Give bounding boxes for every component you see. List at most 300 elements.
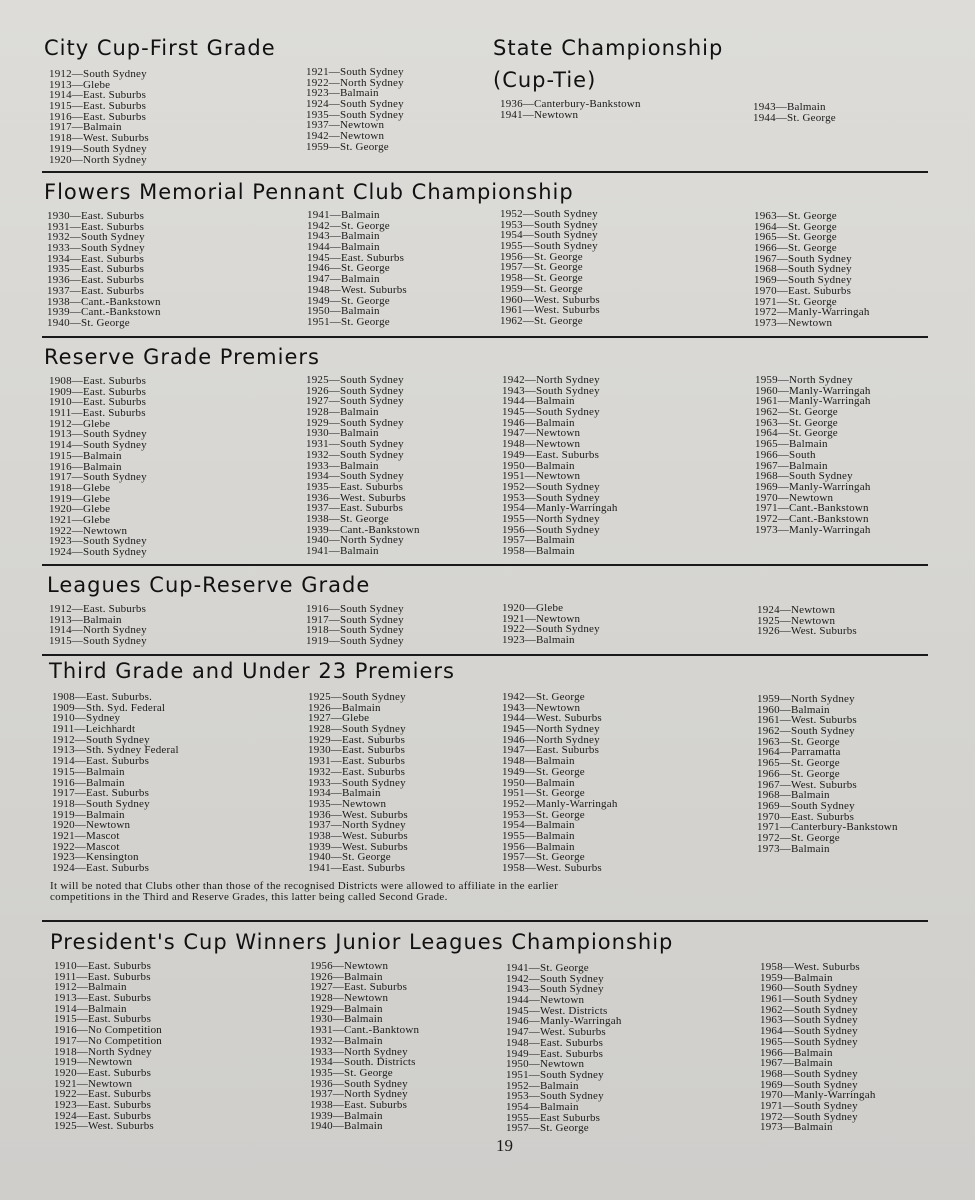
result-entry: 1919—South Sydney [306,635,404,648]
result-entry: 1946—Balmain [502,416,575,429]
result-entry: 1965—St. George [757,757,840,770]
result-entry: 1945—East. Suburbs [307,251,405,264]
state-champ-col-1 [500,99,641,120]
result-entry: 1957—Balmain [502,534,575,547]
result-entry: 1948—Newtown [502,438,581,451]
result-entry: 1912—East. Suburbs [49,603,147,615]
result-entry: 1956—South Sydney [502,523,600,536]
result-entry: 1942—Newtown [306,130,385,143]
result-entry: 1945—North Sydney [502,723,600,736]
presidents-cup-col-2 [310,961,419,1132]
result-entry: 1916—Balmain [52,776,125,789]
result-entry: 1932—South Sydney [306,448,404,461]
result-entry: 1910—East. Suburbs [54,960,152,972]
result-entry: 1945—South Sydney [502,406,600,419]
result-entry: 1926—Balmain [308,701,381,714]
reserve-col-4 [755,375,871,535]
result-entry: 1963—St. George [755,416,838,429]
result-entry: 1931—South Sydney [306,438,404,451]
result-entry: 1956—St. George [500,250,583,263]
section-divider [42,564,928,566]
third-grade-heading: Third Grade and Under 23 Premiers [49,659,455,683]
result-entry: 1928—South Sydney [308,723,406,736]
result-entry: 1912—Balmain [54,981,127,994]
result-entry: 1962—South Sydney [760,1003,858,1016]
result-entry: 1920—Glebe [49,503,111,516]
result-entry: 1913—South Sydney [49,428,147,441]
result-entry: 1911—Leichhardt [52,723,136,736]
result-entry: 1935—St. George [310,1066,393,1079]
result-entry: 1927—South Sydney [306,395,404,408]
result-entry: 1925—Newtown [757,614,836,627]
result-entry: 1929—South Sydney [306,416,404,429]
result-entry: 1927—East. Suburbs [310,981,408,994]
result-entry: 1935—East. Suburbs [306,480,404,493]
result-entry: 1936—West. Suburbs [306,491,406,504]
result-entry: 1931—East. Suburbs [308,755,406,768]
presidents-cup-col-3 [506,963,622,1134]
result-entry: 1942—North Sydney [502,374,600,386]
result-entry: 1959—Balmain [760,971,833,984]
result-entry: 1958—West. Suburbs [760,961,860,973]
leagues-cup-col-1 [49,604,147,647]
result-entry: 1949—East. Suburbs [502,448,600,461]
result-entry: 1925—South Sydney [308,691,406,703]
result-entry: 1923—Balmain [502,634,575,647]
result-entry: 1944—West. Suburbs [502,712,602,725]
result-entry: 1922—South Sydney [502,623,600,636]
result-entry: 1962—South Sydney [757,725,855,738]
result-entry: 1932—East. Suburbs [308,765,406,778]
result-entry: 1961—Manly-Warringah [755,395,871,408]
result-entry: 1914—East. Suburbs [49,89,147,102]
result-entry: 1919—Glebe [49,492,111,505]
result-entry: 1943—South Sydney [506,983,604,996]
result-entry: 1933—North Sydney [310,1045,408,1058]
result-entry: 1940—North Sydney [306,534,404,547]
result-entry: 1953—South Sydney [502,491,600,504]
result-entry: 1959—North Sydney [757,693,855,705]
flowers-col-1 [47,211,161,329]
presidents-cup-col-1 [54,961,162,1132]
result-entry: 1964—St. George [755,427,838,440]
result-entry: 1937—East. Suburbs [306,502,404,515]
result-entry: 1936—South Sydney [310,1077,408,1090]
result-entry: 1962—St. George [500,314,583,327]
result-entry: 1973—Balmain [757,842,830,855]
result-entry: 1923—Balmain [306,87,379,100]
result-entry: 1930—Balmain [306,427,379,440]
result-entry: 1964—South Sydney [760,1025,858,1038]
result-entry: 1970—Manly-Warringah [760,1089,876,1102]
result-entry: 1919—Balmain [52,808,125,821]
result-entry: 1934—Balmain [308,787,381,800]
result-entry: 1966—Balmain [760,1046,833,1059]
third-grade-col-3 [502,692,618,874]
result-entry: 1939—Cant.-Bankstown [47,306,161,319]
result-entry: 1956—Balmain [502,840,575,853]
result-entry: 1952—South Sydney [500,208,598,220]
result-entry: 1917—No Competition [54,1034,162,1047]
result-entry: 1953—South Sydney [500,218,598,231]
result-entry: 1943—South Sydney [502,384,600,397]
result-entry: 1966—St. George [754,242,837,255]
result-entry: 1961—West. Suburbs [500,304,600,317]
reserve-col-1 [49,376,147,558]
result-entry: 1909—East. Suburbs [49,385,147,398]
result-entry: 1969—South Sydney [757,799,855,812]
result-entry: 1948—West. Suburbs [307,283,407,296]
result-entry: 1913—Sth. Sydney Federal [52,744,179,757]
result-entry: 1911—East. Suburbs [49,407,146,420]
third-grade-col-2 [308,692,408,874]
result-entry: 1944—Balmain [307,241,380,254]
result-entry: 1951—St. George [502,787,585,800]
result-entry: 1917—South Sydney [306,613,404,626]
result-entry: 1941—Balmain [307,209,380,221]
result-entry: 1940—Balmain [310,1120,383,1133]
result-entry: 1934—South. Districts [310,1056,416,1069]
result-entry: 1924—South Sydney [306,98,404,111]
result-entry: 1968—South Sydney [755,470,853,483]
result-entry: 1941—East. Suburbs [308,862,406,874]
result-entry: 1962—St. George [755,406,838,419]
result-entry: 1942—St. George [307,219,390,232]
presidents-cup-col-4 [760,962,876,1133]
result-entry: 1952—South Sydney [502,480,600,493]
result-entry: 1969—South Sydney [754,274,852,287]
result-entry: 1936—West. Suburbs [308,808,408,821]
result-entry: 1967—South Sydney [754,252,852,265]
flowers-col-2 [307,210,407,328]
result-entry: 1918—South Sydney [306,624,404,637]
result-entry: 1933—Balmain [306,459,379,472]
city-cup-col-1 [49,69,149,165]
section-divider [42,920,928,922]
result-entry: 1910—East. Suburbs [49,396,147,409]
result-entry: 1940—St. George [308,851,391,864]
result-entry: 1932—Balmain [310,1034,383,1047]
result-entry: 1955—Balmain [502,829,575,842]
result-entry: 1959—St. George [306,140,389,153]
result-entry: 1967—Balmain [760,1057,833,1070]
result-entry: 1923—Kensington [52,851,139,864]
result-entry: 1937—East. Suburbs [47,284,145,297]
result-entry: 1926—Balmain [310,970,383,983]
result-entry: 1955—North Sydney [502,512,600,525]
result-entry: 1958—Balmain [502,545,575,557]
result-entry: 1928—Newtown [310,992,389,1005]
result-entry: 1937—Newtown [306,119,385,132]
result-entry: 1955—East Suburbs [506,1111,601,1124]
result-entry: 1957—St. George [502,851,585,864]
result-entry: 1944—Balmain [502,395,575,408]
result-entry: 1926—South Sydney [306,384,404,397]
result-entry: 1920—East. Suburbs [54,1066,152,1079]
result-entry: 1936—East. Suburbs [47,274,145,287]
third-grade-note: It will be noted that Clubs other than those of the recognised Districts were allowed to affiliate in the earlier competitions in the Third and Reserve Grades, this latter being called Second Grade. [50,880,559,903]
result-entry: 1968—South Sydney [760,1067,858,1080]
state-championship-heading: State Championship [493,36,724,60]
result-entry: 1960—Manly-Warringah [755,384,871,397]
result-entry: 1917—East. Suburbs [52,787,150,800]
leagues-cup-col-2 [306,604,404,647]
result-entry: 1915—East. Suburbs [49,100,147,113]
result-entry: 1930—Balmain [310,1013,383,1026]
result-entry: 1912—South Sydney [49,68,147,80]
result-entry: 1913—East. Suburbs [54,992,152,1005]
result-entry: 1935—East. Suburbs [47,263,145,276]
result-entry: 1951—Newtown [502,470,581,483]
result-entry: 1964—Parramatta [757,746,841,759]
result-entry: 1958—St. George [500,272,583,285]
result-entry: 1964—St. George [754,220,837,233]
result-entry: 1916—Balmain [49,460,122,473]
result-entry: 1912—Glebe [49,417,111,430]
result-entry: 1971—Cant.-Bankstown [755,502,869,515]
result-entry: 1915—Balmain [52,765,125,778]
result-entry: 1938—St. George [306,512,389,525]
result-entry: 1914—East. Suburbs [52,755,150,768]
result-entry: 1954—Balmain [502,819,575,832]
result-entry: 1970—East. Suburbs [757,810,855,823]
result-entry: 1923—East. Suburbs [54,1098,152,1111]
city-cup-col-2 [306,67,404,153]
result-entry: 1942—South Sydney [506,972,604,985]
result-entry: 1912—South Sydney [52,733,150,746]
result-entry: 1959—North Sydney [755,374,853,386]
result-entry: 1958—West. Suburbs [502,862,602,874]
result-entry: 1956—Newtown [310,960,389,972]
result-entry: 1921—South Sydney [306,66,404,78]
result-entry: 1944—St. George [753,111,836,124]
result-entry: 1934—East. Suburbs [47,252,145,265]
result-entry: 1934—South Sydney [306,470,404,483]
result-entry: 1917—South Sydney [49,471,147,484]
result-entry: 1949—East. Suburbs [506,1047,604,1060]
result-entry: 1926—West. Suburbs [757,625,857,638]
result-entry: 1941—Balmain [306,545,379,557]
result-entry: 1915—Balmain [49,449,122,462]
result-entry: 1966—South [755,448,816,461]
result-entry: 1967—West. Suburbs [757,778,857,791]
presidents-cup-heading: President's Cup Winners Junior Leagues Championship [50,930,674,954]
result-entry: 1955—South Sydney [500,240,598,253]
result-entry: 1946—Manly-Warringah [506,1015,622,1028]
result-entry: 1950—Newtown [506,1058,585,1071]
result-entry: 1932—South Sydney [47,231,145,244]
result-entry: 1970—Newtown [755,491,834,504]
result-entry: 1970—East. Suburbs [754,284,852,297]
result-entry: 1922—Newtown [49,524,128,537]
result-entry: 1952—Manly-Warringah [502,797,618,810]
result-entry: 1913—Balmain [49,613,122,626]
result-entry: 1972—St. George [757,831,840,844]
result-entry: 1945—West. Districts [506,1004,608,1017]
result-entry: 1953—St. George [502,808,585,821]
result-entry: 1920—North Sydney [49,153,147,166]
result-entry: 1915—South Sydney [49,635,147,648]
result-entry: 1949—St. George [307,294,390,307]
result-entry: 1918—Glebe [49,481,111,494]
result-entry: 1969—Manly-Warringah [755,480,871,493]
result-entry: 1913—Glebe [49,78,111,91]
result-entry: 1943—Balmain [753,101,826,113]
result-entry: 1960—West. Suburbs [500,293,600,306]
result-entry: 1921—Mascot [52,829,120,842]
result-entry: 1939—Balmain [310,1109,383,1122]
leagues-cup-col-4 [757,605,857,637]
result-entry: 1940—St. George [47,316,130,329]
result-entry: 1936—Canterbury-Bankstown [500,98,641,110]
result-entry: 1965—Balmain [755,438,828,451]
result-entry: 1919—Newtown [54,1056,133,1069]
result-entry: 1924—East. Suburbs [54,1109,152,1122]
result-entry: 1952—Balmain [506,1079,579,1092]
result-entry: 1950—Balmain [307,305,380,318]
result-entry: 1947—West. Suburbs [506,1026,606,1039]
leagues-cup-heading: Leagues Cup-Reserve Grade [47,573,371,597]
result-entry: 1908—East. Suburbs. [52,691,153,703]
result-entry: 1965—St. George [754,231,837,244]
result-entry: 1960—South Sydney [760,982,858,995]
result-entry: 1969—South Sydney [760,1078,858,1091]
result-entry: 1968—South Sydney [754,263,852,276]
result-entry: 1939—West. Suburbs [308,840,408,853]
result-entry: 1941—Newtown [500,108,579,121]
result-entry: 1929—Balmain [310,1002,383,1015]
result-entry: 1914—Balmain [54,1002,127,1015]
result-entry: 1971—St. George [754,295,837,308]
result-entry: 1961—West. Suburbs [757,714,857,727]
result-entry: 1954—Balmain [506,1100,579,1113]
result-entry: 1923—South Sydney [49,535,147,548]
result-entry: 1924—Newtown [757,604,836,616]
result-entry: 1948—East. Suburbs [506,1036,604,1049]
result-entry: 1909—Sth. Syd. Federal [52,701,166,714]
result-entry: 1963—St. George [754,210,837,222]
result-entry: 1946—North Sydney [502,733,600,746]
flowers-memorial-heading: Flowers Memorial Pennant Club Championship [44,180,574,204]
result-entry: 1968—Balmain [757,789,830,802]
result-entry: 1973—Manly-Warringah [755,523,871,536]
result-entry: 1948—Balmain [502,755,575,768]
result-entry: 1915—East. Suburbs [54,1013,152,1026]
result-entry: 1943—Newtown [502,701,581,714]
result-entry: 1942—St. George [502,691,585,703]
state-champ-col-2 [753,102,836,123]
result-entry: 1916—South Sydney [306,603,404,615]
reserve-grade-heading: Reserve Grade Premiers [44,345,320,369]
result-entry: 1957—St. George [506,1122,589,1135]
result-entry: 1973—Newtown [754,316,833,329]
city-cup-heading: City Cup-First Grade [44,36,276,60]
result-entry: 1929—East. Suburbs [308,733,406,746]
result-entry: 1930—East. Suburbs [308,744,406,757]
result-entry: 1938—East. Suburbs [310,1098,408,1111]
result-entry: 1939—Cant.-Bankstown [306,523,420,536]
result-entry: 1963—South Sydney [760,1014,858,1027]
result-entry: 1971—Canterbury-Bankstown [757,821,898,834]
result-entry: 1943—Balmain [307,230,380,243]
result-entry: 1973—Balmain [760,1121,833,1134]
result-entry: 1938—West. Suburbs [308,829,408,842]
result-entry: 1914—North Sydney [49,624,147,637]
flowers-col-4 [754,211,870,329]
result-entry: 1935—South Sydney [306,108,404,121]
result-entry: 1911—East. Suburbs [54,970,151,983]
result-entry: 1972—South Sydney [760,1110,858,1123]
result-entry: 1922—Mascot [52,840,120,853]
result-entry: 1947—Balmain [307,273,380,286]
reserve-col-3 [502,375,618,557]
reserve-col-2 [306,375,420,557]
result-entry: 1947—Newtown [502,427,581,440]
result-entry: 1925—West. Suburbs [54,1120,154,1133]
flowers-col-3 [500,209,600,327]
section-divider [42,336,928,338]
result-entry: 1941—St. George [506,962,589,974]
result-entry: 1965—South Sydney [760,1035,858,1048]
result-entry: 1920—Glebe [502,602,564,614]
result-entry: 1937—North Sydney [308,819,406,832]
third-grade-col-4 [757,694,898,854]
result-entry: 1922—East. Suburbs [54,1088,152,1101]
result-entry: 1917—Balmain [49,121,122,134]
result-entry: 1910—Sydney [52,712,121,725]
result-entry: 1922—North Sydney [306,76,404,89]
third-grade-col-1 [52,692,179,874]
result-entry: 1924—East. Suburbs [52,862,150,874]
result-entry: 1930—East. Suburbs [47,210,145,222]
result-entry: 1916—No Competition [54,1024,162,1037]
result-entry: 1908—East. Suburbs [49,375,147,387]
result-entry: 1954—South Sydney [500,229,598,242]
result-entry: 1963—St. George [757,735,840,748]
result-entry: 1918—North Sydney [54,1045,152,1058]
result-entry: 1957—St. George [500,261,583,274]
result-entry: 1959—St. George [500,282,583,295]
leagues-cup-col-3 [502,603,600,646]
state-championship-subheading: (Cup-Tie) [493,68,597,92]
result-entry: 1944—Newtown [506,994,585,1007]
result-entry: 1937—North Sydney [310,1088,408,1101]
result-entry: 1954—Manly-Warringah [502,502,618,515]
result-entry: 1946—St. George [307,262,390,275]
result-entry: 1928—Balmain [306,406,379,419]
result-entry: 1918—West. Suburbs [49,132,149,145]
result-entry: 1920—Newtown [52,819,131,832]
result-entry: 1921—Glebe [49,513,111,526]
result-entry: 1960—Balmain [757,703,830,716]
result-entry: 1918—South Sydney [52,797,150,810]
result-entry: 1947—East. Suburbs [502,744,600,757]
result-entry: 1951—St. George [307,315,390,328]
result-entry: 1953—South Sydney [506,1090,604,1103]
result-entry: 1914—South Sydney [49,439,147,452]
section-divider [42,654,928,656]
result-entry: 1971—South Sydney [760,1099,858,1112]
result-entry: 1972—Cant.-Bankstown [755,512,869,525]
page-number: 19 [496,1136,513,1155]
result-entry: 1919—South Sydney [49,142,147,155]
result-entry: 1938—Cant.-Bankstown [47,295,161,308]
result-entry: 1950—Balmain [502,776,575,789]
result-entry: 1916—East. Suburbs [49,110,147,123]
result-entry: 1961—South Sydney [760,993,858,1006]
result-entry: 1931—Cant.-Banktown [310,1024,420,1037]
result-entry: 1924—South Sydney [49,546,147,558]
